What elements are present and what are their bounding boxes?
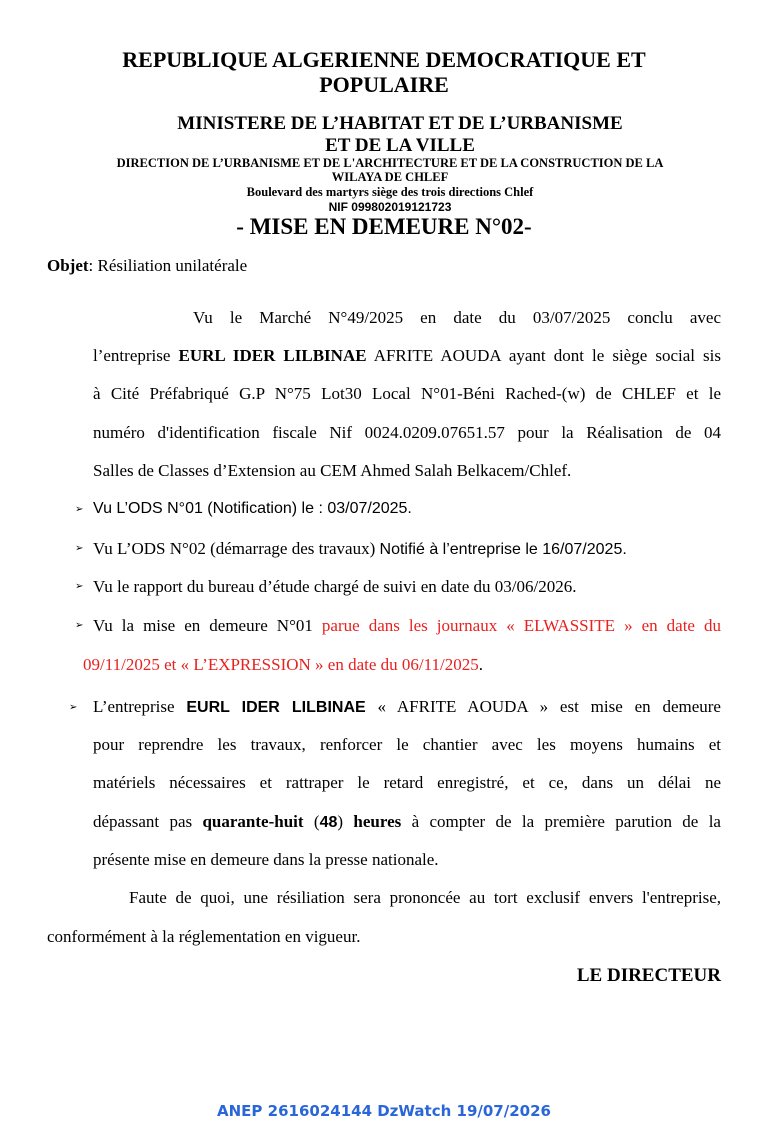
bullet-text-red: parue dans les journaux « ELWASSITE » en date du [321, 616, 721, 635]
header-republic-line2: POPULAIRE [319, 72, 449, 97]
bullet-text: Vu L’ODS N°02 (démarrage des travaux) [93, 539, 380, 558]
para2-text: à compter de la première parution de la [401, 812, 721, 831]
para2-text: L’entreprise [93, 697, 187, 716]
para1-line2 [93, 346, 721, 366]
arrow-bullet-icon: ➢ [69, 702, 78, 713]
para2-bold: quarante-huit [202, 812, 304, 831]
signature-title: LE DIRECTEUR [576, 965, 721, 986]
bullet-text: . [478, 655, 483, 674]
arrow-bullet-icon: ➢ [75, 620, 84, 631]
bullet-text: Vu la mise en demeure N°01 [93, 616, 322, 635]
bullet-mise-en-demeure-01-cont [83, 655, 483, 675]
header-address: Boulevard des martyrs siège des trois directions Chlef [246, 185, 534, 199]
header-direction-line2: WILAYA DE CHLEF [331, 170, 449, 184]
para2-text: dépassant pas [93, 812, 203, 831]
header-republic-line1: REPUBLIQUE ALGERIENNE DEMOCRATIQUE ET [122, 47, 646, 72]
para2-text: ) [337, 812, 354, 831]
para2-text: « AFRITE AOUDA » est mise en demeure [365, 697, 721, 716]
para1-line4: numéro d'identification fiscale Nif 0024.0209.07651.57 pour la Réalisation de 04 [93, 423, 721, 442]
bullet-mise-en-demeure-01 [93, 616, 721, 636]
objet-label: Objet [47, 256, 89, 275]
bullet-rapport: Vu le rapport du bureau d’étude chargé de suivi en date du 03/06/2026. [93, 577, 577, 596]
para2-line3: matériels nécessaires et rattraper le retard enregistré, et ce, dans un délai ne [93, 773, 721, 792]
objet-line [47, 256, 247, 276]
para1-line1: Vu le Marché N°49/2025 en date du 03/07/2025 conclu avec [193, 308, 721, 327]
para2-line5: présente mise en demeure dans la presse nationale. [93, 850, 439, 869]
objet-value: : Résiliation unilatérale [88, 256, 248, 275]
para1-text: AFRITE AOUDA ayant dont le siège social sis [366, 346, 721, 365]
para2-line1 [93, 697, 721, 717]
para2-bold: 48 [319, 814, 338, 831]
para2-text: ( [303, 812, 320, 831]
closing-line1: Faute de quoi, une résiliation sera prononcée au tort exclusif envers l'entreprise, [129, 888, 721, 907]
para2-line4 [93, 812, 721, 832]
para1-line5: Salles de Classes d’Extension au CEM Ahmed Salah Belkacem/Chlef. [93, 461, 572, 480]
document-title: - MISE EN DEMEURE N°02- [236, 214, 532, 239]
arrow-bullet-icon: ➢ [75, 543, 84, 554]
arrow-bullet-icon: ➢ [75, 581, 84, 592]
header-direction-line1: DIRECTION DE L’URBANISME ET DE L'ARCHITECTURE ET DE LA CONSTRUCTION DE LA [116, 156, 664, 170]
bullet-ods-02 [93, 539, 627, 559]
header-ministry-line2: ET DE LA VILLE [325, 135, 475, 156]
arrow-bullet-icon: ➢ [75, 504, 84, 515]
company-name: EURL IDER LILBINAE [178, 346, 367, 365]
bullet-text: Notifié à l’entreprise le 16/07/2025. [379, 541, 627, 558]
header-nif: NIF 099802019121723 [328, 200, 452, 214]
header-ministry-line1: MINISTERE DE L’HABITAT ET DE L’URBANISME [177, 113, 623, 134]
closing-line2: conformément à la réglementation en vigueur. [47, 927, 361, 946]
company-name: EURL IDER LILBINAE [186, 699, 366, 716]
footer-reference: ANEP 2616024144 DzWatch 19/07/2026 [217, 1102, 551, 1120]
bullet-text-red: 09/11/2025 et « L’EXPRESSION » en date du 06/11/2025 [83, 655, 479, 674]
para1-text: l’entreprise [93, 346, 179, 365]
para2-line2: pour reprendre les travaux, renforcer le chantier avec les moyens humains et [93, 735, 721, 754]
para2-bold: heures [353, 812, 402, 831]
bullet-ods-01: Vu L’ODS N°01 (Notification) le : 03/07/2025. [93, 500, 412, 517]
para1-line3: à Cité Préfabriqué G.P N°75 Lot30 Local N°01-Béni Rached-(w) de CHLEF et le [93, 384, 721, 403]
